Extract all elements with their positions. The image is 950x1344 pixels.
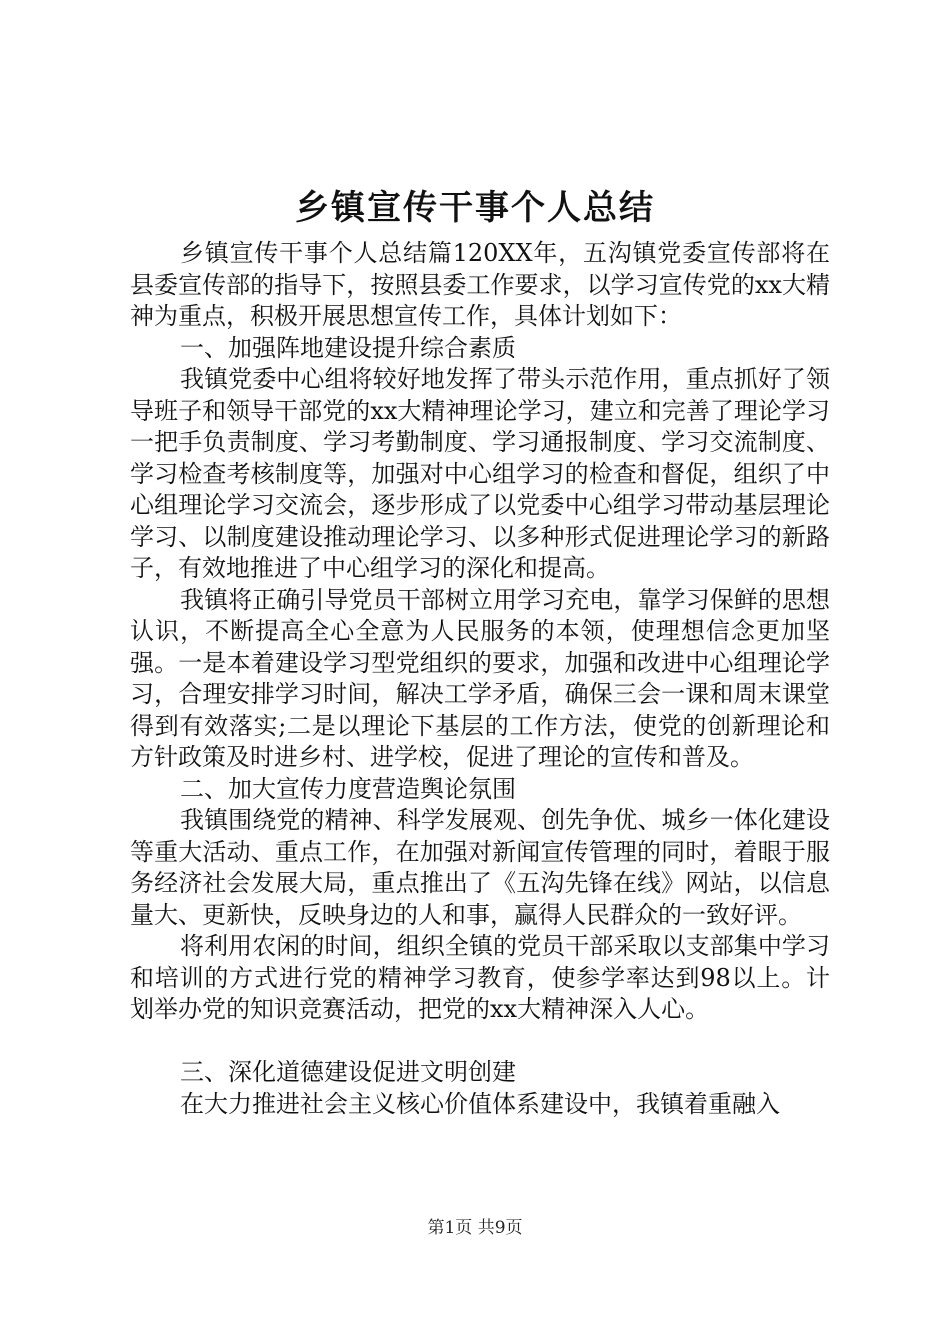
- paragraph-training: 将利用农闲的时间，组织全镇的党员干部采取以支部集中学习和培训的方式进行党的精神学习教育，使参学率达到98以上。计划举办党的知识竞赛活动，把党的xx大精神深入人心。: [130, 932, 830, 1023]
- section-heading-2: 二、加大宣传力度营造舆论氛围: [180, 774, 516, 803]
- paragraph-publicity: 我镇围绕党的精神、科学发展观、创先争优、城乡一体化建设等重大活动、重点工作，在加强对新闻宣传管理的同时，着眼于服务经济社会发展大局，重点推出了《五沟先锋在线》网站，以信息量大、更新快，反映身边的人和事，赢得人民群众的一致好评。: [130, 806, 830, 929]
- paragraph-guidance: 我镇将正确引导党员干部树立用学习充电，靠学习保鲜的思想认识，不断提高全心全意为人民服务的本领，使理想信念更加坚强。一是本着建设学习型党组织的要求，加强和改进中心组理论学习，合理安排学习时间，解决工学矛盾，确保三会一课和周末课堂得到有效落实;二是以理论下基层的工作方法，使党的创新理论和方针政策及时进乡村、进学校，促进了理论的宣传和普及。: [130, 585, 830, 771]
- document-title: 乡镇宣传干事个人总结: [295, 188, 655, 228]
- section-heading-3: 三、深化道德建设促进文明创建: [180, 1058, 516, 1086]
- section-heading-1: 一、加强阵地建设提升综合素质: [180, 333, 516, 362]
- paragraph-study-group: 我镇党委中心组将较好地发挥了带头示范作用，重点抓好了领导班子和领导干部党的xx大精神理论学习，建立和完善了理论学习一把手负责制度、学习考勤制度、学习通报制度、学习交流制度、学习检查考核制度等，加强对中心组学习的检查和督促，组织了中心组理论学习交流会，逐步形成了以党委中心组学习带动基层理论学习、以制度建设推动理论学习、以多种形式促进理论学习的新路子，有效地推进了中心组学习的深化和提高。: [130, 365, 830, 582]
- blank-line: [130, 1026, 830, 1058]
- page-number-footer: 第1页 共9页: [427, 1218, 523, 1238]
- paragraph-intro: 乡镇宣传干事个人总结篇120XX年，五沟镇党委宣传部将在县委宣传部的指导下，按照县委工作要求，以学习宣传党的xx大精神为重点，积极开展思想宣传工作，具体计划如下：: [130, 239, 830, 330]
- paragraph-values: 在大力推进社会主义核心价值体系建设中，我镇着重融入: [180, 1089, 780, 1118]
- document-body: [130, 238, 830, 1120]
